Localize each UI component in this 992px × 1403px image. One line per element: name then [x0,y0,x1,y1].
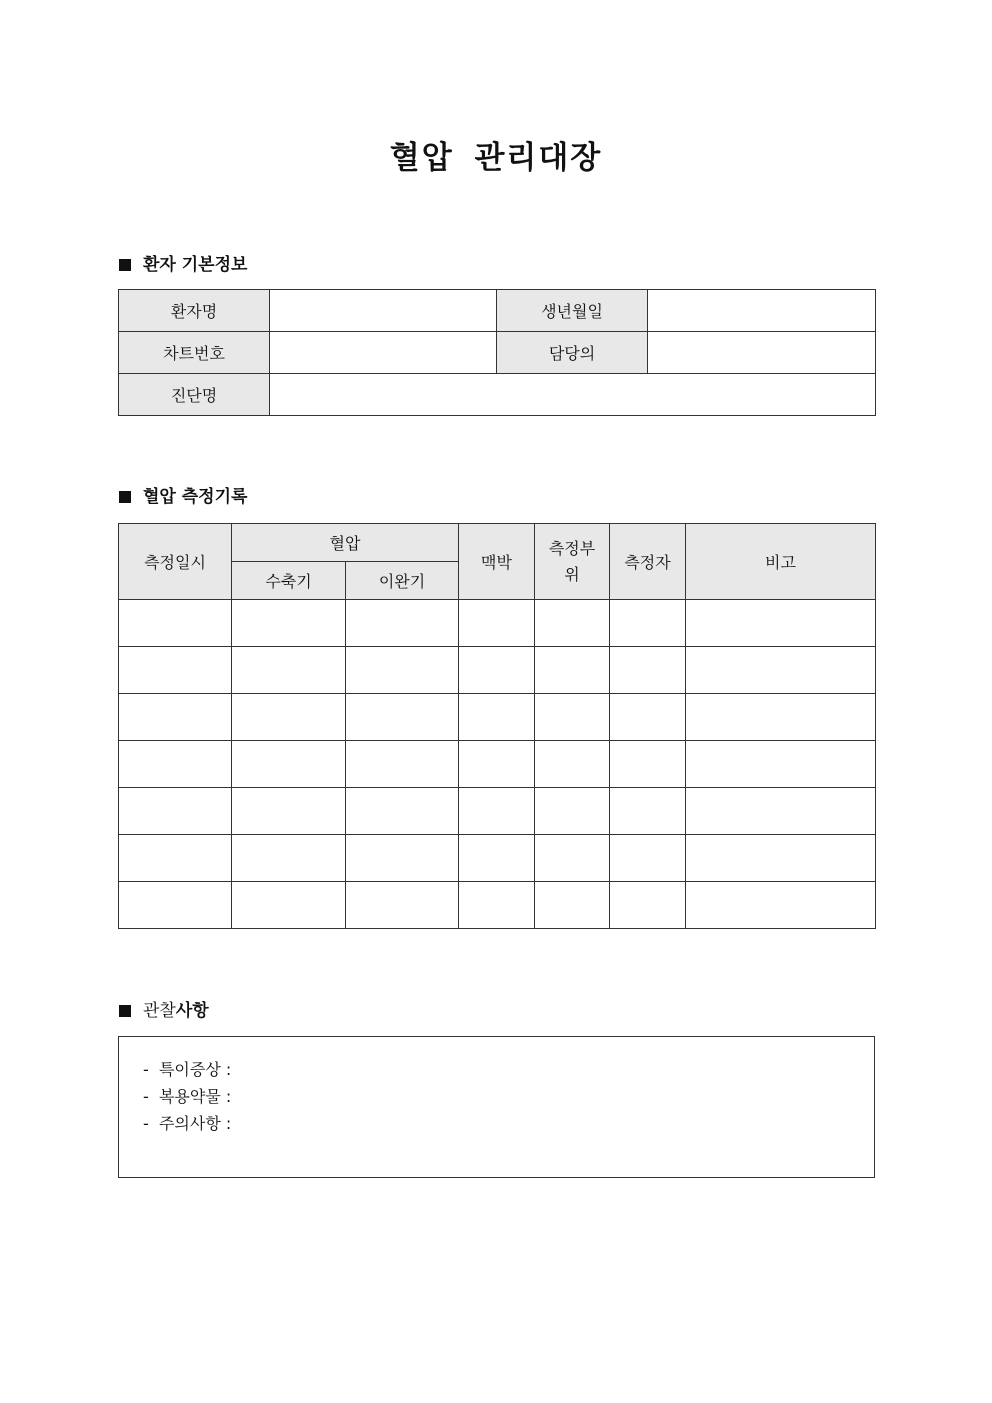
observation-symptoms: - 특이증상 : [143,1060,232,1079]
record-cell[interactable] [232,835,346,882]
record-cell[interactable] [346,600,459,647]
record-cell[interactable] [610,835,686,882]
record-cell[interactable] [459,788,535,835]
record-cell[interactable] [459,694,535,741]
table-row [119,835,876,882]
record-section-heading [119,485,247,509]
patient-section-heading [119,253,247,277]
patient-section-title: 환자 기본정보 [143,255,248,275]
chart-number-label: 차트번호 [119,332,270,374]
record-cell[interactable] [119,882,232,929]
square-bullet-icon [119,491,131,503]
document-title: 혈압 관리대장 [389,140,603,176]
record-cell[interactable] [232,788,346,835]
record-cell[interactable] [459,835,535,882]
record-cell[interactable] [535,647,610,694]
chart-number-field[interactable] [270,332,497,374]
record-cell[interactable] [346,835,459,882]
record-cell[interactable] [535,600,610,647]
diagnosis-field[interactable] [270,374,876,416]
col-pulse-header: 맥박 [459,524,535,600]
record-cell[interactable] [686,694,876,741]
table-row [119,741,876,788]
table-row [119,694,876,741]
table-header-row [119,524,876,562]
square-bullet-icon [119,259,131,271]
record-cell[interactable] [610,882,686,929]
record-cell[interactable] [119,647,232,694]
record-cell[interactable] [232,882,346,929]
record-cell[interactable] [346,647,459,694]
record-body [119,600,876,929]
record-cell[interactable] [119,741,232,788]
patient-name-field[interactable] [270,290,497,332]
col-systolic-header: 수축기 [232,562,346,600]
record-cell[interactable] [119,600,232,647]
record-cell[interactable] [232,647,346,694]
record-cell[interactable] [119,788,232,835]
record-section-title: 혈압 측정기록 [143,487,248,507]
record-cell[interactable] [346,741,459,788]
doctor-label: 담당의 [497,332,648,374]
record-cell[interactable] [459,882,535,929]
col-bp-header: 혈압 [232,524,459,562]
record-cell[interactable] [346,788,459,835]
col-measurer-header: 측정자 [610,524,686,600]
record-cell[interactable] [119,694,232,741]
record-cell[interactable] [610,600,686,647]
record-cell[interactable] [535,694,610,741]
observation-heading-prefix: 관찰 [143,1001,176,1021]
col-diastolic-header: 이완기 [346,562,459,600]
table-row [119,788,876,835]
record-cell[interactable] [686,741,876,788]
col-datetime-header: 측정일시 [119,524,232,600]
bp-record-table [118,523,876,929]
birth-date-label: 생년월일 [497,290,648,332]
diagnosis-label: 진단명 [119,374,270,416]
record-cell[interactable] [346,882,459,929]
record-cell[interactable] [459,647,535,694]
table-row [119,647,876,694]
observation-section-heading [119,999,209,1023]
record-cell[interactable] [232,694,346,741]
record-cell[interactable] [346,694,459,741]
patient-name-label: 환자명 [119,290,270,332]
record-cell[interactable] [459,741,535,788]
record-cell[interactable] [686,835,876,882]
record-cell[interactable] [610,694,686,741]
square-bullet-icon [119,1005,131,1017]
record-cell[interactable] [686,882,876,929]
record-cell[interactable] [232,600,346,647]
record-cell[interactable] [459,600,535,647]
observation-caution: - 주의사항 : [143,1114,232,1133]
patient-info-table [118,289,876,416]
col-site-header [535,524,610,600]
record-cell[interactable] [610,788,686,835]
record-cell[interactable] [535,882,610,929]
birth-date-field[interactable] [648,290,876,332]
table-row [119,332,876,374]
observation-heading-suffix: 사항 [175,1001,209,1021]
record-cell[interactable] [610,741,686,788]
col-note-header: 비고 [686,524,876,600]
observation-box[interactable] [118,1036,875,1178]
table-row [119,600,876,647]
record-cell[interactable] [232,741,346,788]
observation-medication: - 복용약물 : [143,1087,232,1106]
record-cell[interactable] [535,835,610,882]
table-row [119,374,876,416]
record-cell[interactable] [686,647,876,694]
table-row [119,290,876,332]
record-cell[interactable] [686,600,876,647]
record-cell[interactable] [686,788,876,835]
table-row [119,882,876,929]
col-site-label: 측정부위 [548,538,596,584]
record-cell[interactable] [535,741,610,788]
record-cell[interactable] [119,835,232,882]
doctor-field[interactable] [648,332,876,374]
record-cell[interactable] [610,647,686,694]
record-cell[interactable] [535,788,610,835]
